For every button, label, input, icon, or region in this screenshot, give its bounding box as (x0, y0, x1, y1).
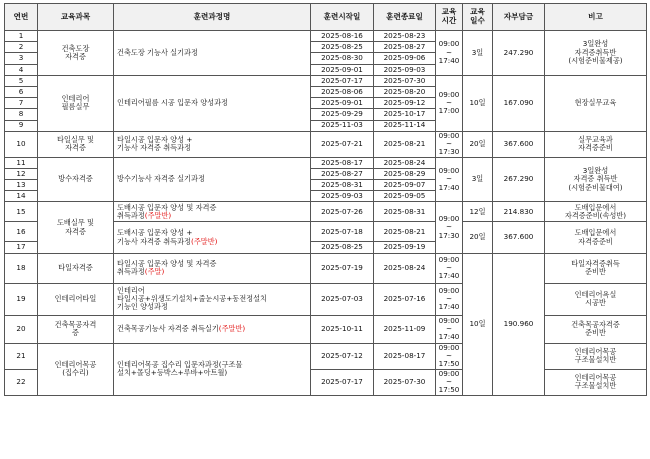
start-date: 2025-07-12 (311, 343, 374, 369)
weekend-tag: (주말) (144, 267, 165, 277)
time-cell: 09:00 ~ 17:40 (436, 283, 463, 315)
note-cell: 3일완성 자격증 취득반 (시험준비물대여) (545, 157, 647, 202)
header-course: 교육과목 (38, 4, 114, 31)
header-days: 교육 일수 (463, 4, 493, 31)
table-row (5, 157, 647, 168)
time-cell: 09:00 ~ 17:40 (436, 315, 463, 343)
days-cell: 20일 (463, 131, 493, 157)
program-cell (114, 202, 311, 222)
header-start: 훈련시작일 (311, 4, 374, 31)
note-cell: 도배입문에서 자격증준비(속성반) (545, 202, 647, 222)
note-cell: 3일완성 자격증취득반 (시험준비물제공) (545, 31, 647, 76)
note-cell: 인테리어목공 구조물설치반 (545, 343, 647, 369)
row-no: 13 (5, 180, 38, 191)
time-cell: 09:00 ~ 17:30 (436, 131, 463, 157)
end-date: 2025-08-21 (374, 222, 436, 242)
row-no: 17 (5, 242, 38, 253)
row-no: 8 (5, 109, 38, 120)
program-cell: 인테리어목공 집수리 입문자과정(구조물 설치+몰딩+등박스+루바+아트월) (114, 343, 311, 395)
course-cell: 타일자격증 (38, 253, 114, 283)
table-row (5, 31, 647, 42)
course-cell: 인테리어 필름실무 (38, 75, 114, 131)
note-cell: 건축목공자격증 준비반 (545, 315, 647, 343)
note-cell: 도배입문에서 자격증준비 (545, 222, 647, 253)
end-date: 2025-08-24 (374, 157, 436, 168)
fee-cell: 367.600 (493, 222, 545, 253)
header-program: 훈련과정명 (114, 4, 311, 31)
program-cell: 인테리어필름 시공 입문자 양성과정 (114, 75, 311, 131)
header-end: 훈련종료일 (374, 4, 436, 31)
end-date: 2025-10-17 (374, 109, 436, 120)
header-no: 연번 (5, 4, 38, 31)
end-date: 2025-11-09 (374, 315, 436, 343)
program-cell (114, 315, 311, 343)
row-no: 11 (5, 157, 38, 168)
days-cell: 12일 (463, 202, 493, 222)
fee-cell: 267.290 (493, 157, 545, 202)
start-date: 2025-07-17 (311, 75, 374, 86)
end-date: 2025-11-14 (374, 120, 436, 131)
table-row (5, 315, 647, 343)
start-date: 2025-07-17 (311, 369, 374, 395)
row-no: 18 (5, 253, 38, 283)
row-no: 1 (5, 31, 38, 42)
end-date: 2025-09-12 (374, 98, 436, 109)
row-no: 15 (5, 202, 38, 222)
days-cell: 3일 (463, 31, 493, 76)
start-date: 2025-08-25 (311, 42, 374, 53)
end-date: 2025-09-03 (374, 64, 436, 75)
start-date: 2025-10-11 (311, 315, 374, 343)
end-date: 2025-07-30 (374, 75, 436, 86)
program-cell (114, 253, 311, 283)
course-cell: 인테리어타일 (38, 283, 114, 315)
end-date: 2025-08-21 (374, 131, 436, 157)
row-no: 21 (5, 343, 38, 369)
note-cell: 인테리어목공 구조물설치반 (545, 369, 647, 395)
table-row (5, 131, 647, 157)
fee-cell: 367.600 (493, 131, 545, 157)
end-date: 2025-07-30 (374, 369, 436, 395)
header-fee: 자부담금 (493, 4, 545, 31)
course-cell: 타일실무 및 자격증 (38, 131, 114, 157)
end-date: 2025-09-05 (374, 191, 436, 202)
start-date: 2025-09-01 (311, 98, 374, 109)
note-cell: 현장실무교육 (545, 75, 647, 131)
table-row (5, 343, 647, 369)
course-cell: 도배실무 및 자격증 (38, 202, 114, 253)
end-date: 2025-08-31 (374, 202, 436, 222)
note-cell: 인테리어욕실 시공반 (545, 283, 647, 315)
time-cell: 09:00 ~ 17:50 (436, 343, 463, 369)
start-date: 2025-08-27 (311, 168, 374, 179)
start-date: 2025-08-25 (311, 242, 374, 253)
time-cell: 09:00 ~ 17:40 (436, 31, 463, 76)
row-no: 12 (5, 168, 38, 179)
course-cell: 인테리어목공 (집수리) (38, 343, 114, 395)
time-cell: 09:00 ~ 17:00 (436, 75, 463, 131)
row-no: 16 (5, 222, 38, 242)
weekend-tag: (주말반) (218, 323, 246, 333)
table-row (5, 75, 647, 86)
program-cell: 방수기능사 자격증 실기과정 (114, 157, 311, 202)
time-cell: 09:00 ~ 17:40 (436, 157, 463, 202)
time-cell: 09:00 ~ 17:40 (436, 253, 463, 283)
time-cell: 09:00 ~ 17:30 (436, 202, 463, 253)
end-date: 2025-08-20 (374, 86, 436, 97)
course-cell: 건축목공자격 증 (38, 315, 114, 343)
row-no: 2 (5, 42, 38, 53)
start-date: 2025-09-29 (311, 109, 374, 120)
program-cell (114, 222, 311, 253)
end-date: 2025-08-23 (374, 31, 436, 42)
program-cell: 건축도장 기능사 실기과정 (114, 31, 311, 76)
program-cell: 타일시공 입문자 양성 + 기능사 자격증 취득과정 (114, 131, 311, 157)
note-cell: 실무교육과 자격증준비 (545, 131, 647, 157)
start-date: 2025-08-16 (311, 31, 374, 42)
fee-cell: 167.090 (493, 75, 545, 131)
row-no: 19 (5, 283, 38, 315)
start-date: 2025-11-03 (311, 120, 374, 131)
row-no: 9 (5, 120, 38, 131)
end-date: 2025-07-16 (374, 283, 436, 315)
row-no: 3 (5, 53, 38, 64)
program-text: 도배시공 입문자 양성 + 기능사 자격증 취득과정 (117, 228, 193, 246)
note-cell: 타일자격증취득 준비반 (545, 253, 647, 283)
fee-cell: 214.830 (493, 202, 545, 222)
end-date: 2025-08-27 (374, 42, 436, 53)
header-time: 교육 시간 (436, 4, 463, 31)
end-date: 2025-08-29 (374, 168, 436, 179)
row-no: 5 (5, 75, 38, 86)
row-no: 14 (5, 191, 38, 202)
time-cell: 09:00 ~ 17:50 (436, 369, 463, 395)
table-row (5, 202, 647, 222)
end-date: 2025-09-07 (374, 180, 436, 191)
table-row (5, 283, 647, 315)
table-row (5, 253, 647, 283)
row-no: 4 (5, 64, 38, 75)
start-date: 2025-07-21 (311, 131, 374, 157)
row-no: 6 (5, 86, 38, 97)
program-cell: 인테리어 타일시공+위생도기설치+줄눈시공+동전정설치 기능인 양성과정 (114, 283, 311, 315)
end-date: 2025-08-24 (374, 253, 436, 283)
end-date: 2025-09-06 (374, 53, 436, 64)
program-text: 타일시공 입문자 양성 및 자격증 취득과정 (117, 258, 217, 277)
row-no: 10 (5, 131, 38, 157)
course-cell: 방수자격증 (38, 157, 114, 202)
days-cell: 20일 (463, 222, 493, 253)
row-no: 20 (5, 315, 38, 343)
weekend-tag: (주말반) (191, 236, 218, 246)
start-date: 2025-08-17 (311, 157, 374, 168)
start-date: 2025-08-06 (311, 86, 374, 97)
fee-cell: 190.960 (493, 253, 545, 395)
fee-cell: 247.290 (493, 31, 545, 76)
row-no: 22 (5, 369, 38, 395)
start-date: 2025-09-03 (311, 191, 374, 202)
header-row (5, 4, 647, 31)
start-date: 2025-07-26 (311, 202, 374, 222)
start-date: 2025-09-01 (311, 64, 374, 75)
training-schedule-table (4, 3, 647, 396)
days-cell: 3일 (463, 157, 493, 202)
end-date: 2025-08-17 (374, 343, 436, 369)
days-cell: 10일 (463, 253, 493, 395)
course-cell: 건축도장 자격증 (38, 31, 114, 76)
program-text: 건축목공기능사 자격증 취득실기 (117, 323, 219, 333)
start-date: 2025-08-31 (311, 180, 374, 191)
start-date: 2025-07-18 (311, 222, 374, 242)
days-cell: 10일 (463, 75, 493, 131)
start-date: 2025-07-19 (311, 253, 374, 283)
start-date: 2025-07-03 (311, 283, 374, 315)
header-note: 비고 (545, 4, 647, 31)
start-date: 2025-08-30 (311, 53, 374, 64)
row-no: 7 (5, 98, 38, 109)
weekend-tag: (주말반) (144, 210, 172, 220)
program-text: 도배시공 입문자 양성 및 자격증 취득과정 (117, 202, 217, 220)
end-date: 2025-09-19 (374, 242, 436, 253)
